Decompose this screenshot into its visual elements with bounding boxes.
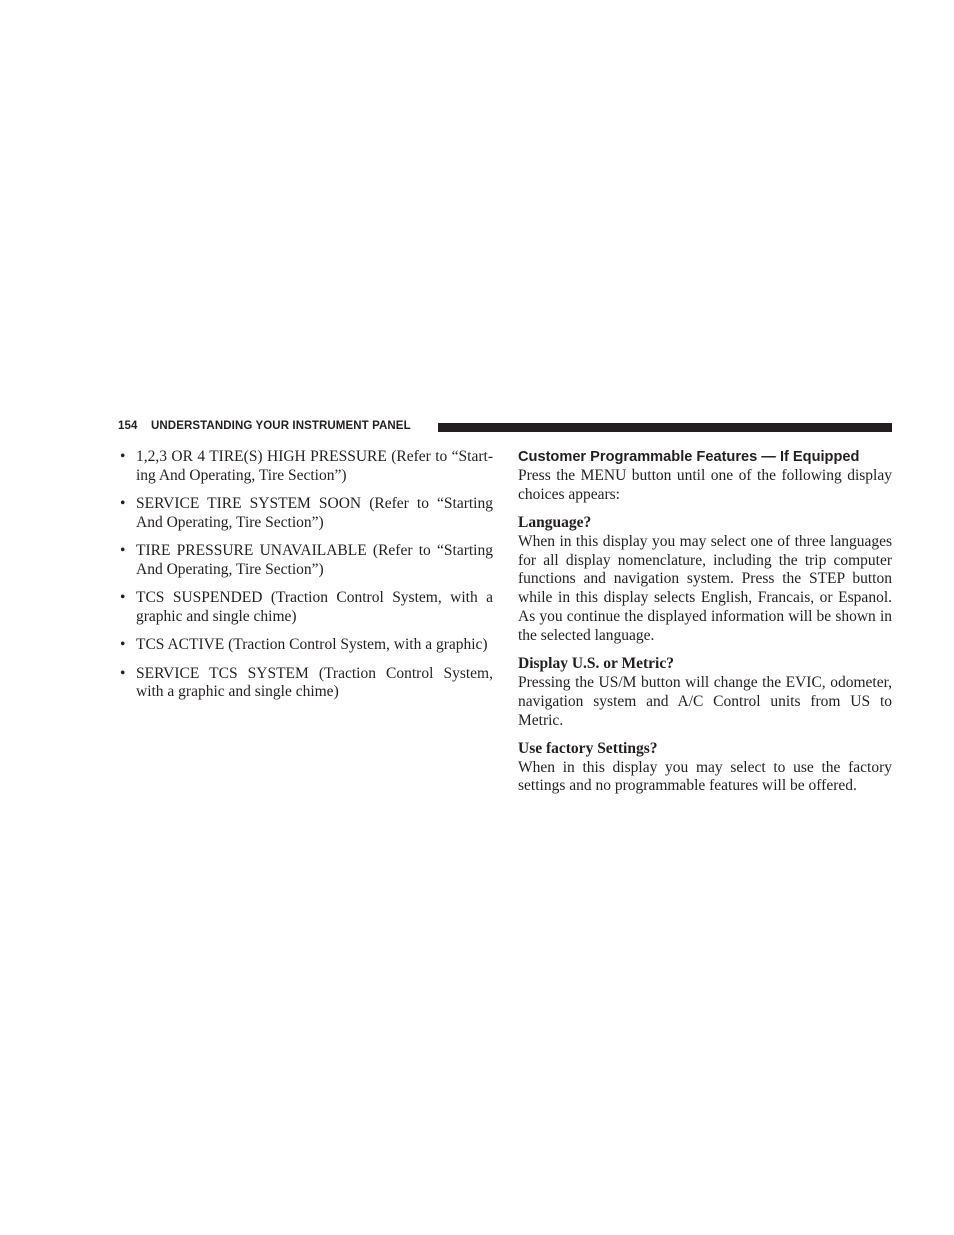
language-paragraph: When in this display you may select one of three languages for all display nomenclature, including the trip computer functions and navigation system. Press the STEP button while in this display selects English, Francais, or Espanol. As you continue the displayed information will be shown in the selected language. bbox=[518, 532, 892, 644]
list-item bbox=[118, 589, 493, 627]
left-column bbox=[118, 448, 493, 712]
bullet-icon: • bbox=[120, 495, 126, 513]
page-number: 154 bbox=[118, 420, 138, 432]
list-item bbox=[118, 495, 493, 533]
list-item bbox=[118, 448, 493, 486]
list-item-text: SERVICE TIRE SYSTEM SOON (Refer to “Starting And Operating, Tire Section”) bbox=[136, 495, 493, 531]
factory-settings-paragraph: When in this display you may select to use the factory settings and no programmable features will be offered. bbox=[518, 758, 892, 795]
list-item bbox=[118, 542, 493, 580]
bullet-icon: • bbox=[120, 664, 126, 682]
units-heading: Display U.S. or Metric? bbox=[518, 655, 674, 673]
list-item-text: 1,2,3 OR 4 TIRE(S) HIGH PRESSURE (Refer to “Starting And Operating, Tire Section”) bbox=[136, 448, 493, 484]
bullet-icon: • bbox=[120, 448, 126, 465]
running-header-title: UNDERSTANDING YOUR INSTRUMENT PANEL bbox=[151, 420, 411, 432]
bullet-icon: • bbox=[120, 542, 126, 560]
list-item-text: TCS ACTIVE (Traction Control System, with a graphic) bbox=[136, 636, 488, 654]
factory-settings-heading: Use factory Settings? bbox=[518, 739, 658, 757]
language-heading: Language? bbox=[518, 514, 592, 532]
warning-message-list bbox=[118, 448, 493, 702]
list-item-text: SERVICE TCS SYSTEM (Traction Control System, with a graphic and single chime) bbox=[136, 664, 493, 701]
intro-paragraph: Press the MENU button until one of the following display choices appears: bbox=[518, 467, 892, 503]
units-paragraph: Pressing the US/M button will change the EVIC, odometer, navigation system and A/C Control units from US to Metric. bbox=[518, 673, 892, 729]
header-rule bbox=[438, 423, 892, 432]
right-column bbox=[518, 448, 892, 806]
list-item bbox=[118, 665, 493, 703]
page-header bbox=[118, 419, 892, 435]
section-title: Customer Programmable Features — If Equipped bbox=[518, 449, 860, 465]
bullet-icon: • bbox=[120, 589, 126, 607]
list-item-text: TCS SUSPENDED (Traction Control System, with a graphic and single chime) bbox=[136, 589, 493, 626]
list-item-text: TIRE PRESSURE UNAVAILABLE (Refer to “Starting And Operating, Tire Section”) bbox=[136, 542, 493, 578]
list-item bbox=[118, 636, 493, 655]
bullet-icon: • bbox=[120, 636, 126, 654]
